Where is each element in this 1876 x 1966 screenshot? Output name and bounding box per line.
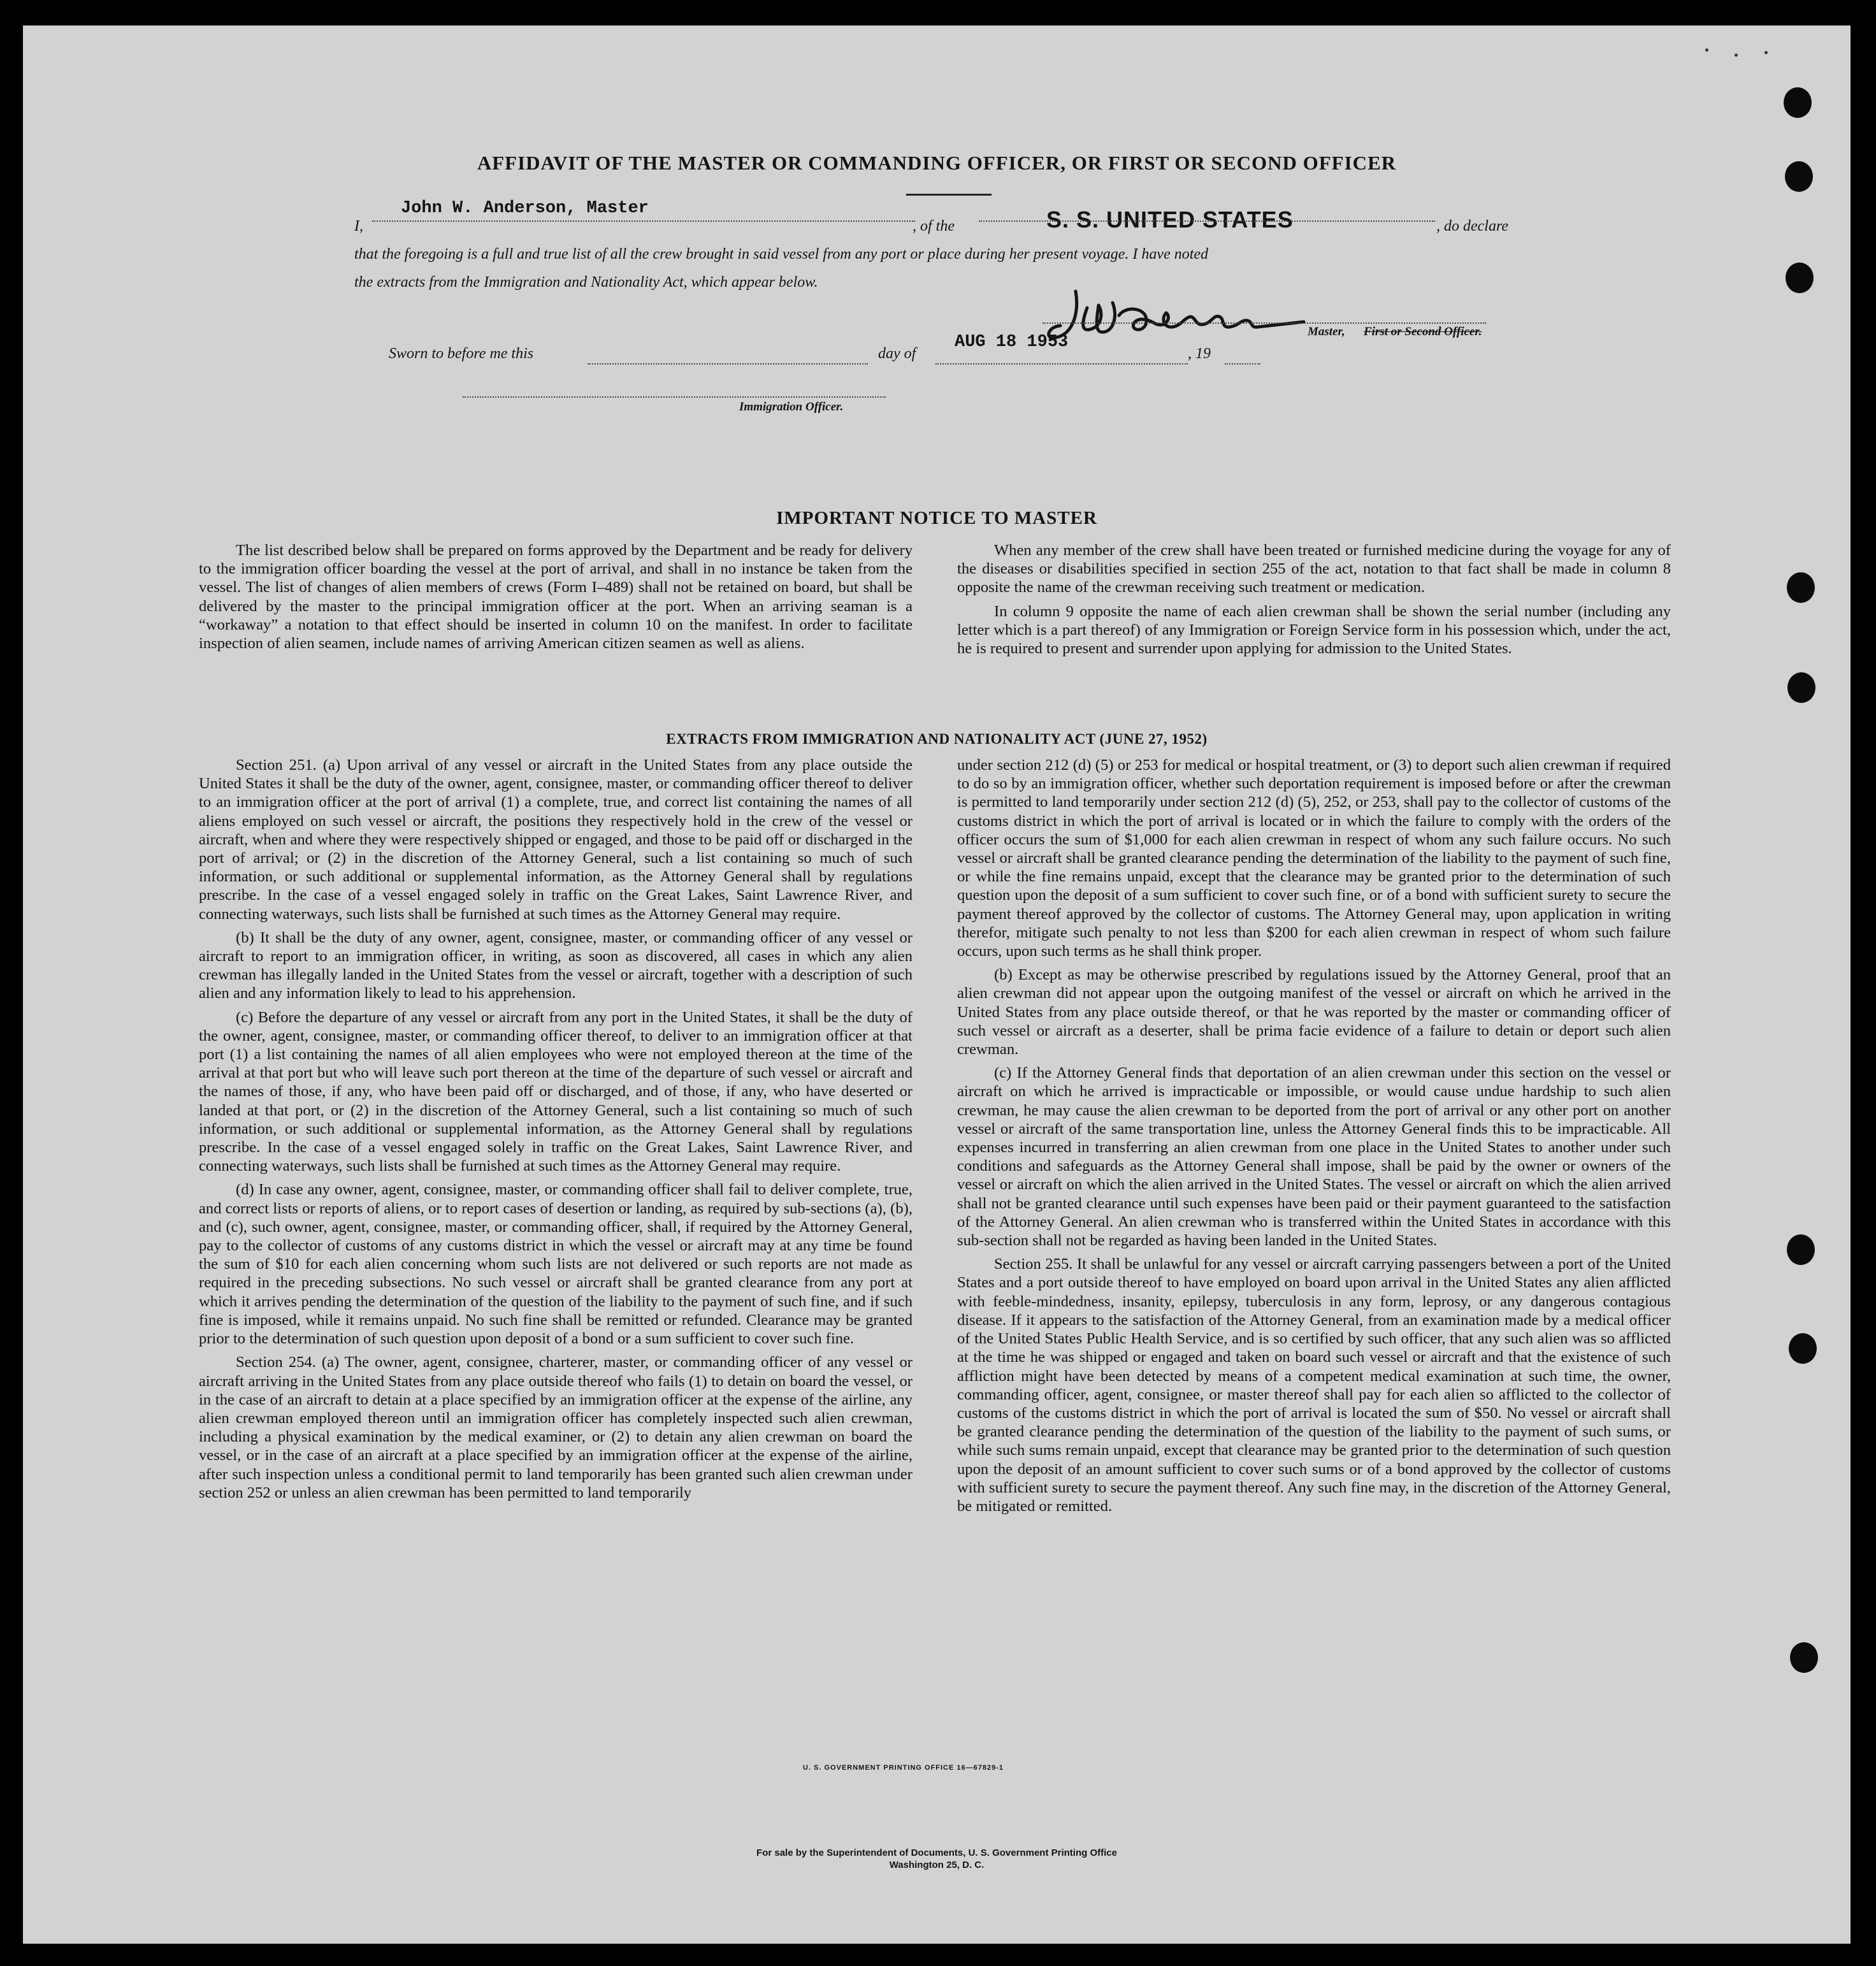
speck [1764, 51, 1768, 54]
punch-hole [1790, 1642, 1818, 1673]
sworn-date-stamp: AUG 18 1953 [955, 333, 1069, 352]
signature-line [1043, 322, 1486, 324]
declaration-line-3: the extracts from the Immigration and Nationality Act, which appear below. [354, 274, 818, 291]
affidavit-title: AFFIDAVIT OF THE MASTER OR COMMANDING OFFICER, OR FIRST OR SECOND OFFICER [477, 152, 1397, 174]
speck [1705, 48, 1708, 52]
i-label: I, [354, 218, 363, 235]
notice-paragraph: When any member of the crew shall have been treated or furnished medicine during the voyage for any of the diseases or disabilities specified in section 255 of the act, notation to that fact shall be made in column 8 opposite the name of the crewman receiving such treatment or medication. [957, 542, 1671, 596]
signature-title-struck: First or Second Officer. [1364, 325, 1482, 338]
of-the-label: , of the [913, 218, 955, 235]
notice-title: IMPORTANT NOTICE TO MASTER [776, 508, 1097, 528]
speck [1735, 54, 1738, 57]
extracts-title: EXTRACTS FROM IMMIGRATION AND NATIONALITY ACT (JUNE 27, 1952) [666, 731, 1208, 747]
notice-left-column [199, 541, 913, 653]
extracts-right-column [957, 756, 1671, 1515]
section-paragraph: under section 212 (d) (5) or 253 for medical or hospital treatment, or (3) to deport such alien crewman if required to do so by an immigration officer, whether such deportation requirement is imposed before or after the crewman is permitted to land temporarily under section 212 (d) (5), 252, or 253, shall pay to the collector of customs of the customs district in which the port of arrival is located or in which the failure to comply with the orders of the officer occurs the sum of $1,000 for each alien crewman in respect of whom any such failure occurs. No such vessel or aircraft shall be granted clearance pending the determination of the liability to the payment of such fine, or while the fine remains unpaid, except that the clearance may be granted prior to the determination of such question upon the deposit of a sum sufficient to cover such fine, or of a bond with sufficient surety to secure the payment thereof approved by the collector of customs. The Attorney General may, upon application in writing therefor, mitigate such penalty to not less than $200 for each alien crewman in respect of whom such failure occurs, upon such terms as he shall think proper. [957, 756, 1671, 960]
name-line [372, 220, 915, 222]
sale-line-1: For sale by the Superintendent of Documents, U. S. Government Printing Office [756, 1847, 1117, 1858]
extracts-left-column [199, 756, 913, 1502]
punch-hole [1787, 1234, 1815, 1265]
title-rule [906, 194, 992, 196]
immigration-officer-line [463, 396, 886, 398]
document-page [23, 25, 1851, 1944]
punch-hole [1787, 672, 1815, 703]
section-paragraph: Section 254. (a) The owner, agent, consignee, charterer, master, or commanding officer of any vessel or aircraft arriving in the United States from any place outside thereof who fails (1) to detain on board the vessel, or in the case of an aircraft to detain at a place specified by an immigration officer at the expense of the airline, any alien crewman employed thereon until an immigration officer has completely inspected such alien crewman, including a physical examination by the medical examiner, or (2) to detain any alien crewman on board the vessel, or in the case of an aircraft at a place specified by an immigration officer at the expense of the airline, after such inspection unless a conditional permit to land temporarily has been granted such alien crewman under section 252 or unless an alien crewman has been permitted to land temporarily [199, 1354, 913, 1501]
sworn-label: Sworn to before me this [389, 345, 534, 362]
do-declare-label: , do declare [1436, 218, 1509, 235]
punch-hole [1784, 87, 1812, 118]
year-label: , 19 [1188, 345, 1211, 362]
section-paragraph: (d) In case any owner, agent, consignee, master, or commanding officer shall fail to deliver complete, true, and correct lists or reports of aliens, or to report cases of desertion or landing, as required by sub-sections (a), (b), and (c), such owner, agent, consignee, master, or commanding officer, shall, if required by the Attorney General, pay to the collector of customs of any customs district in which the vessel or aircraft may at any time be found the sum of $10 for each alien concerning whom such lists are not delivered or such reports are not made as required in the preceding subsections. No such vessel or aircraft shall be granted clearance from any port at which it arrives pending the determination of the question of the liability to the payment of such fine, and if such fine is imposed, while it remains unpaid. No such fine shall be remitted or refunded. Clearance may be granted prior to the determination of such question upon deposit of a bond or a sum sufficient to cover such fine. [199, 1181, 913, 1348]
section-paragraph: (b) It shall be the duty of any owner, agent, consignee, master, or commanding officer of any vessel or aircraft to report to an immigration officer, in writing, as soon as discovered, all cases in which any alien crewman has illegally landed in the United States from the vessel or aircraft, together with a description of such alien and any information likely to lead to his apprehension. [199, 929, 913, 1002]
vessel-name: S. S. UNITED STATES [1046, 206, 1294, 233]
punch-hole [1786, 263, 1814, 293]
section-paragraph: (c) If the Attorney General finds that deportation of an alien crewman under this section on the vessel or aircraft on which he arrived is impracticable or impossible, or would cause undue hardship to such alien crewman, he may cause the alien crewman to be deported from the port of arrival or any other port on another vessel or aircraft of the same transportation line, unless the Attorney General finds this to be impracticable. All expenses incurred in transferring an alien crewman from one place in the United States to another under such conditions and safeguards as the Attorney General shall impose, shall be paid by the owner or owners of the vessel or aircraft on which the alien arrived in the United States. The vessel or aircraft on which the alien arrived shall not be granted clearance until such expenses have been paid or their payment guaranteed to the satisfaction of the Attorney General. An alien crewman who is transferred within the United States in accordance with this sub-section shall not be regarded as having been landed in the United States. [957, 1064, 1671, 1250]
immigration-officer-label: Immigration Officer. [739, 400, 844, 414]
master-signature [1043, 277, 1310, 354]
sworn-date-line [935, 363, 1188, 365]
sale-notice [23, 1847, 1851, 1871]
master-name: John W. Anderson, Master [401, 199, 649, 218]
sale-line-2: Washington 25, D. C. [889, 1860, 985, 1870]
punch-hole [1787, 572, 1815, 603]
declaration-line-2: that the foregoing is a full and true list of all the crew brought in said vessel from any port or place during her present voyage. I have noted [354, 246, 1209, 263]
punch-hole [1789, 1333, 1817, 1364]
section-paragraph: Section 251. (a) Upon arrival of any vessel or aircraft in the United States from any place outside the United States it shall be the duty of the owner, agent, consignee, master, or commanding officer thereof to deliver to an immigration officer at the port of arrival (1) a complete, true, and correct list containing the names of all aliens employed on such vessel or aircraft, the positions they respectively hold in the crew of the vessel or aircraft, when and where they were respectively shipped or engaged, and those to be paid off or discharged in the port of arrival; or (2) in the discretion of the Attorney General, such a list containing so much of such information, or such additional or supplemental information, as the Attorney General shall by regulations prescribe. In the case of a vessel engaged solely in traffic on the Great Lakes, Saint Lawrence River, and connecting waterways, such lists shall be furnished at such times as the Attorney General may require. [199, 756, 913, 923]
sworn-day-line [588, 363, 868, 365]
notice-paragraph: The list described below shall be prepared on forms approved by the Department and be ready for delivery to the immigration officer boarding the vessel at the port of arrival, and shall in no instance be taken from the vessel. The list of changes of alien members of crews (Form I–489) shall not be retained on board, but shall be delivered by the master to the principal immigration officer at the port. When an arriving seaman is a “workaway” a notation to that effect should be inserted in column 10 on the manifest. In order to facilitate inspection of alien seamen, include names of arriving American citizen seamen as well as aliens. [199, 542, 913, 653]
signature-title-master: Master, [1308, 325, 1345, 338]
section-paragraph: (c) Before the departure of any vessel or aircraft from any port in the United States, it shall be the duty of the owner, agent, consignee, master, or commanding officer thereof, to deliver to an immigration officer at that port (1) a list containing the names of all alien employees who were not employed thereon at the time of the arrival at that port but who will leave such port thereon at the time of the departure of such vessel or aircraft and the names of those, if any, who have been paid off or discharged, and of those, if any, who have deserted or landed at that port, or (2) in the discretion of the Attorney General, such a list containing so much of such information, or such additional or supplemental information, as the Attorney General shall by regulations prescribe. In the case of a vessel engaged solely in traffic on the Great Lakes, Saint Lawrence River, and connecting waterways, such lists shall be furnished at such times as the Attorney General may require. [199, 1008, 913, 1175]
year-line [1225, 363, 1260, 365]
notice-paragraph: In column 9 opposite the name of each alien crewman shall be shown the serial number (including any letter which is a part thereof) of any Immigration or Foreign Service form in his possession which, under the act, he is required to present and surrender upon applying for admission to the United States. [957, 602, 1671, 658]
day-of-label: day of [878, 345, 916, 362]
section-paragraph: (b) Except as may be otherwise prescribed by regulations issued by the Attorney General, proof that an alien crewman did not appear upon the outgoing manifest of the vessel or aircraft on which he arrived in the United States from any place outside thereof, or that he was reported by the master or commanding officer of such vessel or aircraft as a deserter, shall be prima facie evidence of a failure to detain or deport such alien crewman. [957, 966, 1671, 1059]
section-paragraph: Section 255. It shall be unlawful for any vessel or aircraft carrying passengers between a port of the United States and a port outside thereof to have employed on board upon arrival in the United States any alien afflicted with feeble-mindedness, insanity, epilepsy, tuberculosis in any form, leprosy, or any dangerous contagious disease. If it appears to the satisfaction of the Attorney General, from an examination made by a medical officer of the United States Public Health Service, and is so certified by such officer, that any such alien was so afflicted at the time he was shipped or engaged and taken on board such vessel or aircraft and that the existence of such affliction might have been detected by means of a competent medical examination at such time, the owner, commanding officer, agent, consignee, or master thereof shall pay for each alien so afflicted to the collector of customs of the customs district in which the port of arrival is located the sum of $50. No vessel or aircraft shall be granted clearance pending the determination of the question of the liability to the payment of such sums, or while such sums remain unpaid, except that clearance may be granted prior to the determination of such question upon the deposit of an amount sufficient to cover such sums or of a bond approved by the collector of customs with sufficient surety to secure the payment thereof. Any such fine may, in the discretion of the Attorney General, be mitigated or remitted. [957, 1255, 1671, 1515]
gpo-imprint: U. S. GOVERNMENT PRINTING OFFICE 16—67829-1 [803, 1764, 1004, 1772]
notice-right-column [957, 541, 1671, 658]
vessel-line [979, 220, 1435, 222]
